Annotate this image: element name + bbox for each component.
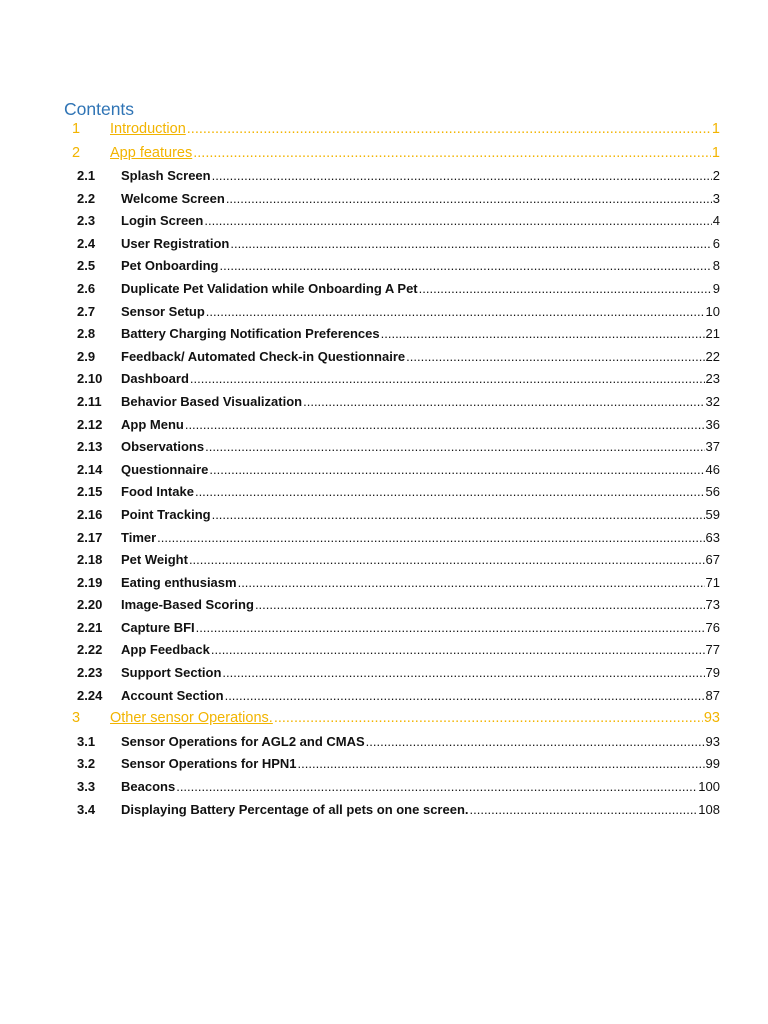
toc-entry-label[interactable]: Battery Charging Notification Preferences (121, 326, 380, 342)
toc-dot-leader (366, 734, 705, 749)
toc-entry-number: 2.14 (77, 461, 103, 477)
toc-entry-number: 2.16 (77, 506, 103, 522)
toc-entry-label[interactable]: Pet Weight (121, 552, 188, 568)
toc-entry[interactable] (66, 417, 720, 440)
toc-entry-number: 1 (72, 121, 81, 137)
toc-entry-number: 2.10 (77, 371, 103, 387)
toc-entry-page: 2 (712, 168, 720, 183)
toc-entry-number: 2.19 (77, 574, 103, 590)
toc-entry-number: 2.4 (77, 235, 96, 251)
toc-entry-page: 23 (705, 371, 720, 387)
toc-entry-number: 2.20 (77, 597, 103, 613)
toc-entry-page: 36 (705, 416, 720, 432)
toc-entry[interactable] (66, 191, 720, 214)
toc-dot-leader (238, 575, 705, 590)
toc-entry-label[interactable]: Dashboard (121, 371, 189, 387)
toc-entry-label[interactable]: Beacons (121, 778, 176, 794)
toc-entry-number: 2.17 (77, 529, 103, 545)
toc-entry[interactable] (66, 213, 720, 236)
toc-dot-leader (185, 417, 705, 432)
toc-entry-label[interactable]: Feedback/ Automated Check-in Questionnaire (121, 348, 406, 364)
toc-entry-label[interactable]: Welcome Screen (121, 190, 225, 206)
toc-entry-label[interactable]: Capture BFI (121, 619, 195, 635)
toc-entry-number: 2 (72, 144, 81, 161)
toc-entry[interactable] (66, 530, 720, 553)
toc-entry-number: 2.7 (77, 303, 96, 319)
toc-entry-page: 73 (705, 597, 720, 613)
toc-entry-label[interactable]: App Menu (121, 416, 184, 432)
toc-entry-number: 2.3 (77, 213, 96, 229)
toc-entry-number: 2.23 (77, 665, 103, 681)
table-of-contents (66, 121, 720, 824)
toc-dot-leader (212, 168, 712, 183)
toc-entry-page: 1 (711, 144, 720, 161)
toc-entry-label[interactable]: App Feedback (121, 642, 210, 658)
toc-entry[interactable] (66, 484, 720, 507)
toc-dot-leader (176, 779, 697, 794)
toc-entry-number: 2.11 (77, 393, 102, 409)
toc-entry[interactable] (66, 597, 720, 620)
toc-dot-leader (226, 191, 712, 206)
toc-entry-number: 2.13 (77, 439, 103, 455)
toc-entry[interactable] (66, 258, 720, 281)
toc-entry-page: 87 (705, 687, 720, 703)
toc-entry-label[interactable]: Behavior Based Visualization (121, 393, 303, 409)
toc-entry[interactable] (66, 326, 720, 349)
toc-entry-label[interactable]: Account Section (121, 687, 224, 703)
toc-entry-number: 2.15 (77, 484, 103, 500)
toc-entry[interactable] (66, 462, 720, 485)
toc-entry-label[interactable]: Displaying Battery Percentage of all pets on one screen. (121, 801, 469, 817)
toc-entry[interactable] (66, 168, 720, 191)
toc-entry-number: 2.24 (77, 687, 103, 703)
toc-entry-page: 67 (705, 552, 720, 568)
toc-dot-leader (212, 507, 705, 522)
toc-entry-label[interactable]: Login Screen (121, 213, 204, 229)
toc-entry-label[interactable]: Sensor Operations for HPN1 (121, 756, 297, 772)
toc-entry-label[interactable]: Duplicate Pet Validation while Onboarding A Pet (121, 280, 418, 296)
toc-entry[interactable] (66, 349, 720, 372)
toc-entry-number: 2.21 (77, 619, 103, 635)
toc-dot-leader (220, 258, 712, 273)
toc-entry[interactable] (66, 371, 720, 394)
toc-entry-label[interactable]: Support Section (121, 665, 222, 681)
toc-entry-label[interactable]: Sensor Operations for AGL2 and CMAS (121, 733, 365, 749)
toc-entry-label[interactable]: Sensor Setup (121, 303, 205, 319)
toc-entry-label[interactable]: Splash Screen (121, 168, 211, 183)
toc-entry[interactable] (66, 281, 720, 304)
toc-entry[interactable] (66, 304, 720, 327)
toc-entry[interactable] (66, 710, 720, 734)
toc-dot-leader (209, 462, 704, 477)
toc-entry-number: 2.1 (77, 168, 96, 183)
toc-entry-label[interactable]: User Registration (121, 235, 230, 251)
toc-entry-number: 2.9 (77, 348, 96, 364)
toc-entry-page: 37 (705, 439, 720, 455)
toc-entry[interactable] (66, 756, 720, 779)
toc-entry-number: 3.4 (77, 801, 96, 817)
toc-entry-page: 71 (705, 574, 720, 590)
toc-entry-label[interactable]: Pet Onboarding (121, 258, 219, 274)
toc-dot-leader (274, 710, 703, 726)
toc-entry-label[interactable]: App features (110, 144, 193, 161)
toc-dot-leader (230, 236, 711, 251)
toc-entry-page: 9 (712, 280, 720, 296)
toc-entry-label[interactable]: Introduction (110, 121, 186, 137)
toc-entry-number: 2.6 (77, 280, 96, 296)
toc-dot-leader (189, 552, 705, 567)
toc-dot-leader (157, 530, 704, 545)
toc-entry-page: 93 (705, 733, 720, 749)
toc-entry[interactable] (66, 802, 720, 825)
toc-entry[interactable] (66, 665, 720, 688)
toc-entry-page: 22 (705, 348, 720, 364)
toc-dot-leader (187, 121, 711, 137)
toc-entry-page: 3 (712, 190, 720, 206)
toc-dot-leader (225, 688, 705, 703)
toc-entry[interactable] (66, 734, 720, 757)
toc-entry[interactable] (66, 688, 720, 711)
toc-entry-page: 8 (712, 258, 720, 274)
toc-dot-leader (204, 213, 711, 228)
toc-entry[interactable] (66, 507, 720, 530)
toc-entry-number: 3 (72, 710, 81, 727)
toc-entry-number: 2.5 (77, 258, 96, 274)
toc-entry-label[interactable]: Questionnaire (121, 461, 209, 477)
toc-dot-leader (298, 756, 705, 771)
toc-dot-leader (195, 484, 705, 499)
toc-entry-page: 6 (712, 235, 720, 251)
toc-entry-number: 3.1 (77, 733, 96, 749)
toc-dot-leader (406, 349, 704, 364)
toc-entry-page: 76 (705, 619, 720, 635)
toc-dot-leader (470, 802, 698, 817)
toc-entry-page: 99 (705, 756, 720, 772)
toc-entry-label[interactable]: Food Intake (121, 484, 194, 500)
toc-entry[interactable] (66, 236, 720, 259)
toc-entry-page: 4 (712, 213, 720, 229)
toc-entry-page: 46 (705, 461, 720, 477)
toc-entry-number: 2.8 (77, 326, 96, 342)
toc-dot-leader (419, 281, 712, 296)
toc-entry-number: 3.3 (77, 778, 96, 794)
toc-entry[interactable] (66, 145, 720, 169)
toc-entry[interactable] (66, 121, 720, 145)
toc-entry-page: 32 (705, 393, 720, 409)
toc-title: Contents (64, 99, 135, 119)
toc-entry[interactable] (66, 394, 720, 417)
toc-entry-number: 2.2 (77, 190, 96, 206)
toc-dot-leader (381, 326, 705, 341)
toc-entry-page: 100 (698, 778, 720, 794)
toc-dot-leader (193, 145, 711, 161)
toc-entry-page: 56 (705, 484, 720, 500)
toc-entry-page: 21 (705, 326, 720, 342)
toc-dot-leader (303, 394, 704, 409)
toc-entry-page: 59 (705, 506, 720, 522)
toc-dot-leader (206, 304, 705, 319)
toc-entry[interactable] (66, 779, 720, 802)
toc-dot-leader (205, 439, 704, 454)
toc-entry-page: 79 (705, 665, 720, 681)
toc-entry-label[interactable]: Image-Based Scoring (121, 597, 254, 613)
toc-entry-page: 63 (705, 529, 720, 545)
toc-entry[interactable] (66, 552, 720, 575)
toc-entry[interactable] (66, 620, 720, 643)
toc-entry-label[interactable]: Eating enthusiasm (121, 574, 237, 590)
toc-entry-label[interactable]: Observations (121, 439, 205, 455)
toc-dot-leader (196, 620, 705, 635)
toc-entry-page: 1 (711, 121, 720, 137)
toc-entry[interactable] (66, 642, 720, 665)
toc-dot-leader (255, 597, 705, 612)
toc-entry[interactable] (66, 575, 720, 598)
toc-entry-number: 3.2 (77, 756, 96, 772)
toc-entry-label[interactable]: Point Tracking (121, 506, 211, 522)
toc-entry[interactable] (66, 439, 720, 462)
toc-entry-number: 2.12 (77, 416, 103, 432)
toc-entry-page: 77 (705, 642, 720, 658)
toc-dot-leader (211, 642, 705, 657)
toc-entry-page: 93 (703, 710, 720, 727)
toc-entry-number: 2.18 (77, 552, 103, 568)
toc-entry-page: 108 (698, 801, 720, 817)
toc-entry-label[interactable]: Timer (121, 529, 157, 545)
toc-entry-label[interactable]: Other sensor Operations. (110, 710, 273, 727)
toc-entry-page: 10 (705, 303, 720, 319)
toc-dot-leader (222, 665, 704, 680)
toc-entry-number: 2.22 (77, 642, 103, 658)
toc-dot-leader (190, 371, 705, 386)
